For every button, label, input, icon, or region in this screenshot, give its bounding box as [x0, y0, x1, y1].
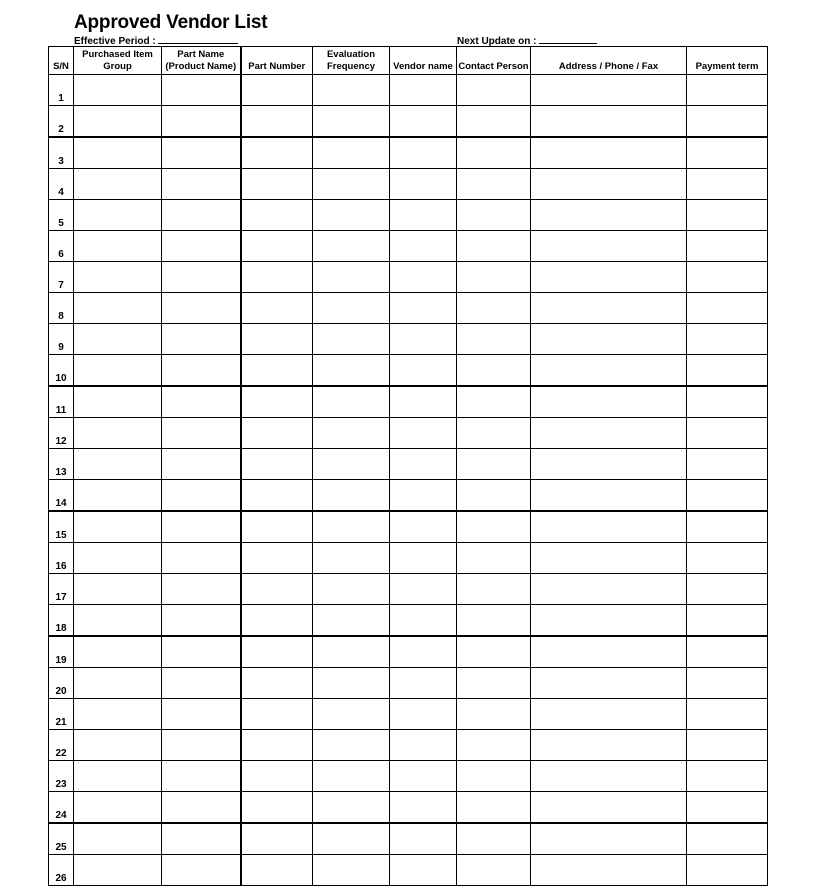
payment-term-cell[interactable] — [687, 137, 768, 169]
vendor-name-cell[interactable] — [390, 324, 457, 355]
vendor-name-cell[interactable] — [390, 761, 457, 792]
contact-person-cell[interactable] — [457, 761, 531, 792]
eval-frequency-cell[interactable] — [313, 75, 390, 106]
part-name-cell[interactable] — [162, 792, 241, 824]
payment-term-cell[interactable] — [687, 574, 768, 605]
payment-term-cell[interactable] — [687, 262, 768, 293]
eval-frequency-cell[interactable] — [313, 324, 390, 355]
item-group-cell[interactable] — [74, 324, 162, 355]
table-row — [49, 543, 768, 574]
eval-frequency-cell[interactable] — [313, 699, 390, 730]
eval-frequency-cell[interactable] — [313, 169, 390, 200]
eval-frequency-cell[interactable] — [313, 200, 390, 231]
row-number: 3 — [49, 137, 74, 169]
vendor-name-cell[interactable] — [390, 137, 457, 169]
address-cell[interactable] — [531, 699, 687, 730]
vendor-name-cell[interactable] — [390, 823, 457, 855]
row-number: 7 — [49, 262, 74, 293]
eval-frequency-cell[interactable] — [313, 855, 390, 886]
address-cell[interactable] — [531, 262, 687, 293]
item-group-cell[interactable] — [74, 137, 162, 169]
item-group-cell[interactable] — [74, 418, 162, 449]
address-cell[interactable] — [531, 636, 687, 668]
eval-frequency-cell[interactable] — [313, 605, 390, 637]
eval-frequency-cell[interactable] — [313, 231, 390, 262]
row-number: 8 — [49, 293, 74, 324]
address-cell[interactable] — [531, 106, 687, 138]
address-cell[interactable] — [531, 75, 687, 106]
item-group-cell[interactable] — [74, 699, 162, 730]
table-row — [49, 324, 768, 355]
item-group-cell[interactable] — [74, 730, 162, 761]
row-number: 4 — [49, 169, 74, 200]
eval-frequency-cell[interactable] — [313, 574, 390, 605]
vendor-name-cell[interactable] — [390, 231, 457, 262]
item-group-cell[interactable] — [74, 605, 162, 637]
payment-term-cell[interactable] — [687, 293, 768, 324]
table-row — [49, 823, 768, 855]
contact-person-cell[interactable] — [457, 169, 531, 200]
effective-period-label: Effective Period : — [74, 36, 156, 47]
payment-term-cell[interactable] — [687, 449, 768, 480]
item-group-cell[interactable] — [74, 480, 162, 512]
item-group-cell[interactable] — [74, 449, 162, 480]
eval-frequency-cell[interactable] — [313, 137, 390, 169]
table-row — [49, 355, 768, 387]
payment-term-cell[interactable] — [687, 324, 768, 355]
item-group-cell[interactable] — [74, 262, 162, 293]
table-row — [49, 699, 768, 730]
table-row — [49, 231, 768, 262]
item-group-cell[interactable] — [74, 200, 162, 231]
row-number: 2 — [49, 106, 74, 138]
page-title: Approved Vendor List — [74, 12, 268, 33]
payment-term-cell[interactable] — [687, 699, 768, 730]
contact-person-cell[interactable] — [457, 511, 531, 543]
address-cell[interactable] — [531, 449, 687, 480]
vendor-name-cell[interactable] — [390, 668, 457, 699]
part-name-cell[interactable] — [162, 511, 241, 543]
contact-person-cell[interactable] — [457, 324, 531, 355]
part-number-cell[interactable] — [241, 75, 313, 106]
address-cell[interactable] — [531, 231, 687, 262]
row-number: 25 — [49, 823, 74, 855]
item-group-cell[interactable] — [74, 169, 162, 200]
address-cell[interactable] — [531, 169, 687, 200]
address-cell[interactable] — [531, 200, 687, 231]
table-row — [49, 169, 768, 200]
part-number-cell[interactable] — [241, 823, 313, 855]
row-number: 12 — [49, 418, 74, 449]
payment-term-cell[interactable] — [687, 605, 768, 637]
contact-person-cell[interactable] — [457, 418, 531, 449]
table-row — [49, 106, 768, 138]
part-number-cell[interactable] — [241, 511, 313, 543]
vendor-name-cell[interactable] — [390, 480, 457, 512]
table-row — [49, 792, 768, 824]
col-header-address: Address / Phone / Fax — [531, 47, 687, 75]
contact-person-cell[interactable] — [457, 574, 531, 605]
address-cell[interactable] — [531, 386, 687, 418]
col-header-part-number: Part Number — [241, 47, 313, 75]
part-name-cell[interactable] — [162, 730, 241, 761]
vendor-name-cell[interactable] — [390, 792, 457, 824]
table-row — [49, 511, 768, 543]
item-group-cell[interactable] — [74, 355, 162, 387]
payment-term-cell[interactable] — [687, 511, 768, 543]
vendor-name-cell[interactable] — [390, 293, 457, 324]
address-cell[interactable] — [531, 605, 687, 637]
contact-person-cell[interactable] — [457, 668, 531, 699]
part-number-cell[interactable] — [241, 106, 313, 138]
address-cell[interactable] — [531, 792, 687, 824]
address-cell[interactable] — [531, 668, 687, 699]
table-row — [49, 293, 768, 324]
row-number: 18 — [49, 605, 74, 637]
table-row — [49, 730, 768, 761]
contact-person-cell[interactable] — [457, 293, 531, 324]
item-group-cell[interactable] — [74, 823, 162, 855]
part-name-cell[interactable] — [162, 761, 241, 792]
row-number: 20 — [49, 668, 74, 699]
eval-frequency-cell[interactable] — [313, 355, 390, 387]
table-row — [49, 386, 768, 418]
payment-term-cell[interactable] — [687, 730, 768, 761]
part-number-cell[interactable] — [241, 699, 313, 730]
vendor-name-cell[interactable] — [390, 699, 457, 730]
payment-term-cell[interactable] — [687, 636, 768, 668]
part-number-cell[interactable] — [241, 137, 313, 169]
part-name-cell[interactable] — [162, 355, 241, 387]
part-name-cell[interactable] — [162, 449, 241, 480]
part-number-cell[interactable] — [241, 636, 313, 668]
part-name-cell[interactable] — [162, 262, 241, 293]
part-name-cell[interactable] — [162, 668, 241, 699]
payment-term-cell[interactable] — [687, 231, 768, 262]
payment-term-cell[interactable] — [687, 761, 768, 792]
address-cell[interactable] — [531, 324, 687, 355]
row-number: 26 — [49, 855, 74, 886]
contact-person-cell[interactable] — [457, 137, 531, 169]
effective-period-blank[interactable] — [158, 34, 238, 44]
row-number: 6 — [49, 231, 74, 262]
contact-person-cell[interactable] — [457, 730, 531, 761]
address-cell[interactable] — [531, 293, 687, 324]
contact-person-cell[interactable] — [457, 699, 531, 730]
contact-person-cell[interactable] — [457, 200, 531, 231]
part-name-cell[interactable] — [162, 386, 241, 418]
vendor-name-cell[interactable] — [390, 543, 457, 574]
payment-term-cell[interactable] — [687, 792, 768, 824]
part-number-cell[interactable] — [241, 855, 313, 886]
part-number-cell[interactable] — [241, 200, 313, 231]
contact-person-cell[interactable] — [457, 106, 531, 138]
payment-term-cell[interactable] — [687, 386, 768, 418]
row-number: 13 — [49, 449, 74, 480]
payment-term-cell[interactable] — [687, 200, 768, 231]
contact-person-cell[interactable] — [457, 636, 531, 668]
vendor-name-cell[interactable] — [390, 730, 457, 761]
item-group-cell[interactable] — [74, 855, 162, 886]
next-update-label: Next Update on : — [457, 36, 537, 47]
table-row — [49, 668, 768, 699]
table-row — [49, 137, 768, 169]
part-number-cell[interactable] — [241, 543, 313, 574]
address-cell[interactable] — [531, 418, 687, 449]
part-name-cell[interactable] — [162, 636, 241, 668]
item-group-cell[interactable] — [74, 386, 162, 418]
table-row — [49, 636, 768, 668]
col-header-item-group: Purchased Item Group — [74, 47, 162, 75]
payment-term-cell[interactable] — [687, 75, 768, 106]
contact-person-cell[interactable] — [457, 75, 531, 106]
table-row — [49, 855, 768, 886]
table-row — [49, 761, 768, 792]
part-name-cell[interactable] — [162, 200, 241, 231]
item-group-cell[interactable] — [74, 636, 162, 668]
eval-frequency-cell[interactable] — [313, 511, 390, 543]
col-header-sn: S/N — [49, 47, 74, 75]
item-group-cell[interactable] — [74, 106, 162, 138]
table-row — [49, 480, 768, 512]
payment-term-cell[interactable] — [687, 543, 768, 574]
eval-frequency-cell[interactable] — [313, 386, 390, 418]
address-cell[interactable] — [531, 574, 687, 605]
part-name-cell[interactable] — [162, 543, 241, 574]
row-number: 9 — [49, 324, 74, 355]
eval-frequency-cell[interactable] — [313, 480, 390, 512]
vendor-name-cell[interactable] — [390, 106, 457, 138]
contact-person-cell[interactable] — [457, 262, 531, 293]
address-cell[interactable] — [531, 761, 687, 792]
row-number: 10 — [49, 355, 74, 387]
contact-person-cell[interactable] — [457, 605, 531, 637]
eval-frequency-cell[interactable] — [313, 543, 390, 574]
row-number: 11 — [49, 386, 74, 418]
vendor-name-cell[interactable] — [390, 574, 457, 605]
part-number-cell[interactable] — [241, 730, 313, 761]
part-name-cell[interactable] — [162, 855, 241, 886]
payment-term-cell[interactable] — [687, 106, 768, 138]
part-number-cell[interactable] — [241, 668, 313, 699]
header-row — [49, 47, 768, 75]
part-number-cell[interactable] — [241, 449, 313, 480]
payment-term-cell[interactable] — [687, 480, 768, 512]
item-group-cell[interactable] — [74, 231, 162, 262]
part-number-cell[interactable] — [241, 355, 313, 387]
table-row — [49, 418, 768, 449]
part-number-cell[interactable] — [241, 605, 313, 637]
part-name-cell[interactable] — [162, 293, 241, 324]
eval-frequency-cell[interactable] — [313, 449, 390, 480]
item-group-cell[interactable] — [74, 543, 162, 574]
table-row — [49, 262, 768, 293]
vendor-name-cell[interactable] — [390, 418, 457, 449]
payment-term-cell[interactable] — [687, 823, 768, 855]
item-group-cell[interactable] — [74, 75, 162, 106]
part-name-cell[interactable] — [162, 137, 241, 169]
part-name-cell[interactable] — [162, 480, 241, 512]
part-number-cell[interactable] — [241, 169, 313, 200]
eval-frequency-cell[interactable] — [313, 262, 390, 293]
table-row — [49, 574, 768, 605]
table-row — [49, 449, 768, 480]
part-number-cell[interactable] — [241, 262, 313, 293]
payment-term-cell[interactable] — [687, 855, 768, 886]
vendor-name-cell[interactable] — [390, 355, 457, 387]
row-number: 17 — [49, 574, 74, 605]
item-group-cell[interactable] — [74, 511, 162, 543]
vendor-name-cell[interactable] — [390, 386, 457, 418]
part-name-cell[interactable] — [162, 605, 241, 637]
part-number-cell[interactable] — [241, 418, 313, 449]
part-number-cell[interactable] — [241, 324, 313, 355]
eval-frequency-cell[interactable] — [313, 730, 390, 761]
part-name-cell[interactable] — [162, 574, 241, 605]
part-name-cell[interactable] — [162, 169, 241, 200]
contact-person-cell[interactable] — [457, 355, 531, 387]
vendor-name-cell[interactable] — [390, 636, 457, 668]
address-cell[interactable] — [531, 137, 687, 169]
row-number: 16 — [49, 543, 74, 574]
eval-frequency-cell[interactable] — [313, 823, 390, 855]
vendor-name-cell[interactable] — [390, 200, 457, 231]
vendor-name-cell[interactable] — [390, 605, 457, 637]
item-group-cell[interactable] — [74, 293, 162, 324]
contact-person-cell[interactable] — [457, 543, 531, 574]
address-cell[interactable] — [531, 730, 687, 761]
table-row — [49, 75, 768, 106]
payment-term-cell[interactable] — [687, 355, 768, 387]
payment-term-cell[interactable] — [687, 169, 768, 200]
address-cell[interactable] — [531, 480, 687, 512]
row-number: 1 — [49, 75, 74, 106]
contact-person-cell[interactable] — [457, 855, 531, 886]
payment-term-cell[interactable] — [687, 418, 768, 449]
item-group-cell[interactable] — [74, 761, 162, 792]
contact-person-cell[interactable] — [457, 823, 531, 855]
eval-frequency-cell[interactable] — [313, 792, 390, 824]
col-header-part-name: Part Name (Product Name) — [162, 47, 241, 75]
eval-frequency-cell[interactable] — [313, 761, 390, 792]
col-header-contact-person: Contact Person — [457, 47, 531, 75]
row-number: 22 — [49, 730, 74, 761]
contact-person-cell[interactable] — [457, 480, 531, 512]
vendor-table — [48, 46, 768, 886]
part-number-cell[interactable] — [241, 480, 313, 512]
row-number: 15 — [49, 511, 74, 543]
part-name-cell[interactable] — [162, 106, 241, 138]
contact-person-cell[interactable] — [457, 449, 531, 480]
item-group-cell[interactable] — [74, 792, 162, 824]
part-number-cell[interactable] — [241, 293, 313, 324]
address-cell[interactable] — [531, 511, 687, 543]
eval-frequency-cell[interactable] — [313, 106, 390, 138]
col-header-vendor-name: Vendor name — [390, 47, 457, 75]
part-name-cell[interactable] — [162, 699, 241, 730]
row-number: 5 — [49, 200, 74, 231]
table-row — [49, 200, 768, 231]
eval-frequency-cell[interactable] — [313, 636, 390, 668]
item-group-cell[interactable] — [74, 574, 162, 605]
table-body — [49, 75, 768, 886]
part-number-cell[interactable] — [241, 386, 313, 418]
eval-frequency-cell[interactable] — [313, 418, 390, 449]
address-cell[interactable] — [531, 543, 687, 574]
contact-person-cell[interactable] — [457, 792, 531, 824]
row-number: 24 — [49, 792, 74, 824]
col-header-payment-term: Payment term — [687, 47, 768, 75]
part-name-cell[interactable] — [162, 823, 241, 855]
payment-term-cell[interactable] — [687, 668, 768, 699]
vendor-name-cell[interactable] — [390, 169, 457, 200]
next-update-blank[interactable] — [539, 34, 597, 44]
vendor-name-cell[interactable] — [390, 449, 457, 480]
part-name-cell[interactable] — [162, 418, 241, 449]
item-group-cell[interactable] — [74, 668, 162, 699]
address-cell[interactable] — [531, 355, 687, 387]
table-row — [49, 605, 768, 637]
part-number-cell[interactable] — [241, 574, 313, 605]
vendor-name-cell[interactable] — [390, 855, 457, 886]
row-number: 14 — [49, 480, 74, 512]
contact-person-cell[interactable] — [457, 231, 531, 262]
part-number-cell[interactable] — [241, 792, 313, 824]
part-number-cell[interactable] — [241, 761, 313, 792]
part-name-cell[interactable] — [162, 231, 241, 262]
address-cell[interactable] — [531, 823, 687, 855]
row-number: 19 — [49, 636, 74, 668]
part-name-cell[interactable] — [162, 75, 241, 106]
vendor-name-cell[interactable] — [390, 75, 457, 106]
eval-frequency-cell[interactable] — [313, 293, 390, 324]
contact-person-cell[interactable] — [457, 386, 531, 418]
row-number: 21 — [49, 699, 74, 730]
vendor-name-cell[interactable] — [390, 262, 457, 293]
row-number: 23 — [49, 761, 74, 792]
part-number-cell[interactable] — [241, 231, 313, 262]
col-header-eval-frequency: Evaluation Frequency — [313, 47, 390, 75]
eval-frequency-cell[interactable] — [313, 668, 390, 699]
address-cell[interactable] — [531, 855, 687, 886]
part-name-cell[interactable] — [162, 324, 241, 355]
vendor-name-cell[interactable] — [390, 511, 457, 543]
